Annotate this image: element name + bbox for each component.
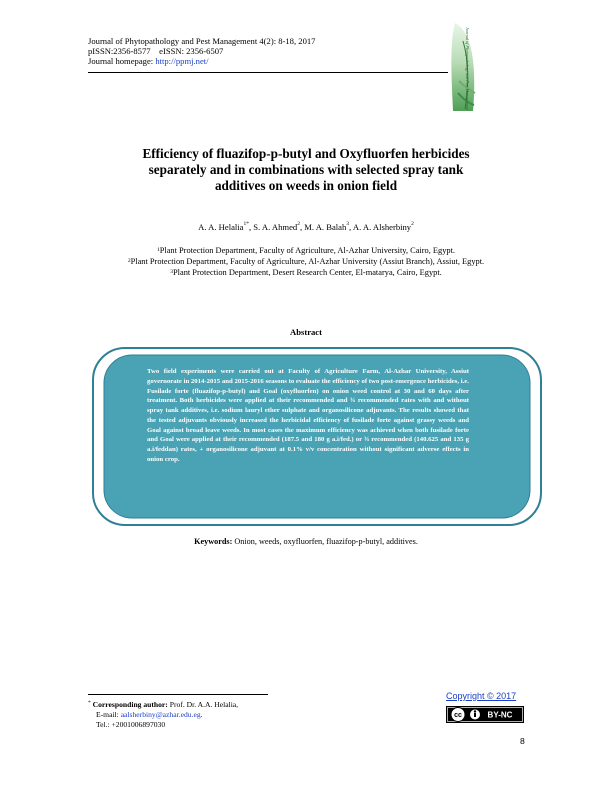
page-number: 8 bbox=[520, 736, 525, 746]
keywords-label: Keywords: bbox=[194, 537, 233, 546]
issn-line: pISSN:2356-8577 eISSN: 2356-6507 bbox=[88, 46, 224, 56]
affiliation-text: Plant Protection Department, Desert Research Center, El-matarya, Cairo, Egypt. bbox=[173, 268, 442, 277]
journal-logo bbox=[449, 21, 479, 113]
footnote-rule bbox=[88, 694, 268, 695]
affiliation bbox=[60, 257, 552, 267]
svg-text:BY-NC: BY-NC bbox=[487, 710, 513, 720]
affiliation bbox=[60, 268, 552, 278]
journal-line: Journal of Phytopathology and Pest Management 4(2): 8-18, 2017 bbox=[88, 36, 316, 46]
homepage-line bbox=[88, 56, 209, 66]
corresponding-label: Corresponding author: bbox=[92, 700, 168, 709]
email-label: E-mail: bbox=[96, 710, 121, 719]
homepage-link[interactable]: http://ppmj.net/ bbox=[155, 56, 209, 66]
homepage-label: Journal homepage: bbox=[88, 56, 156, 66]
article-title bbox=[60, 146, 552, 194]
author-name: S. A. Ahmed bbox=[253, 222, 298, 232]
title-line-3: additives on weeds in onion field bbox=[214, 178, 398, 193]
svg-text:cc: cc bbox=[454, 712, 462, 719]
author-list: A. A. Helalia$^{1*}$, S. A. Ahmed$^2$, M. A. Balah$^3$, A. A. Alsherbiny$^2$ bbox=[198, 221, 414, 232]
keywords bbox=[60, 537, 552, 546]
header-rule bbox=[88, 72, 448, 73]
email-line bbox=[96, 710, 203, 720]
author-sup: 1* bbox=[243, 221, 249, 227]
affiliation-sup: 3 bbox=[170, 269, 173, 275]
author-sup: 2 bbox=[297, 221, 300, 227]
title-line-2: separately and in combinations with selected spray tank bbox=[148, 162, 464, 177]
corresponding-name: Prof. Dr. A.A. Helalia, bbox=[167, 700, 239, 709]
keywords-text: Onion, weeds, oxyfluorfen, fluazifop-p-butyl, additives. bbox=[232, 537, 418, 546]
corresponding-author bbox=[88, 700, 238, 710]
title-line-1: Efficiency of fluazifop-p-butyl and Oxyfluorfen herbicides bbox=[142, 146, 470, 161]
abstract-heading: Abstract bbox=[290, 327, 322, 337]
cc-license-badge[interactable] bbox=[446, 706, 524, 723]
email-end: . bbox=[200, 710, 203, 719]
tel-line: Tel.: +2001006897030 bbox=[96, 720, 166, 729]
author-name: M. A. Balah bbox=[304, 222, 347, 232]
footnote-marker: * bbox=[88, 700, 91, 706]
email-link[interactable]: aalsherbiny@azhar.edu.eg bbox=[120, 710, 201, 719]
author-name: A. A. Helalia bbox=[198, 222, 244, 232]
affiliation-text: Plant Protection Department, Faculty of Agriculture, Al-Azhar University, Cairo, Egypt. bbox=[159, 246, 456, 255]
affiliation bbox=[60, 246, 552, 256]
affiliation-sup: 1 bbox=[156, 247, 160, 253]
svg-text:Journal of Phytopathology and: Journal of Phytopathology and Pest Management bbox=[465, 27, 470, 111]
abstract-text: Two field experiments were carried out at Faculty of Agriculture Farm, Al-Azhar University, Assiut governorate in 2014-2015 and 2015-2016 seasons to evaluate the efficiency of two post-emergence herbicides, i.e. Fusilade forte (fluazifop-p-butyl) and Goal (oxyfluorfen) on onion weed control at 30 and 60 days after treatment. Both herbicides were applied at their recommended and ¾ recommended rates with and without spray tank additives, i.e. sodium lauryl ether sulphate and organosilicone adjuvants. The results showed that the tested adjuvants obviously increased the herbicidal efficiency of fusilade forte against grassy weeds and Goal against broad leave weeds. In most cases the maximum efficiency was achieved when both fusilade forte and Goal were applied at their recommended (187.5 and 180 g a.i/fed.) or ¾ recommended (140.625 and 135 g a.i/feddan) rates, + organosilicone adjuvant at 0.1% v/v concentration without significant adverse effects in onion crop. bbox=[147, 368, 469, 463]
copyright-link[interactable]: Copyright © 2017 bbox=[446, 691, 517, 701]
affiliation-sup: 2 bbox=[127, 258, 131, 264]
affiliation-text: Plant Protection Department, Faculty of Agriculture, Al-Azhar University (Assiut Branch), Assiut, Egypt. bbox=[130, 257, 485, 266]
author-sup: 3 bbox=[346, 221, 350, 227]
author-sup: 2 bbox=[411, 221, 414, 227]
author-name: A. A. Alsherbiny bbox=[352, 222, 412, 232]
